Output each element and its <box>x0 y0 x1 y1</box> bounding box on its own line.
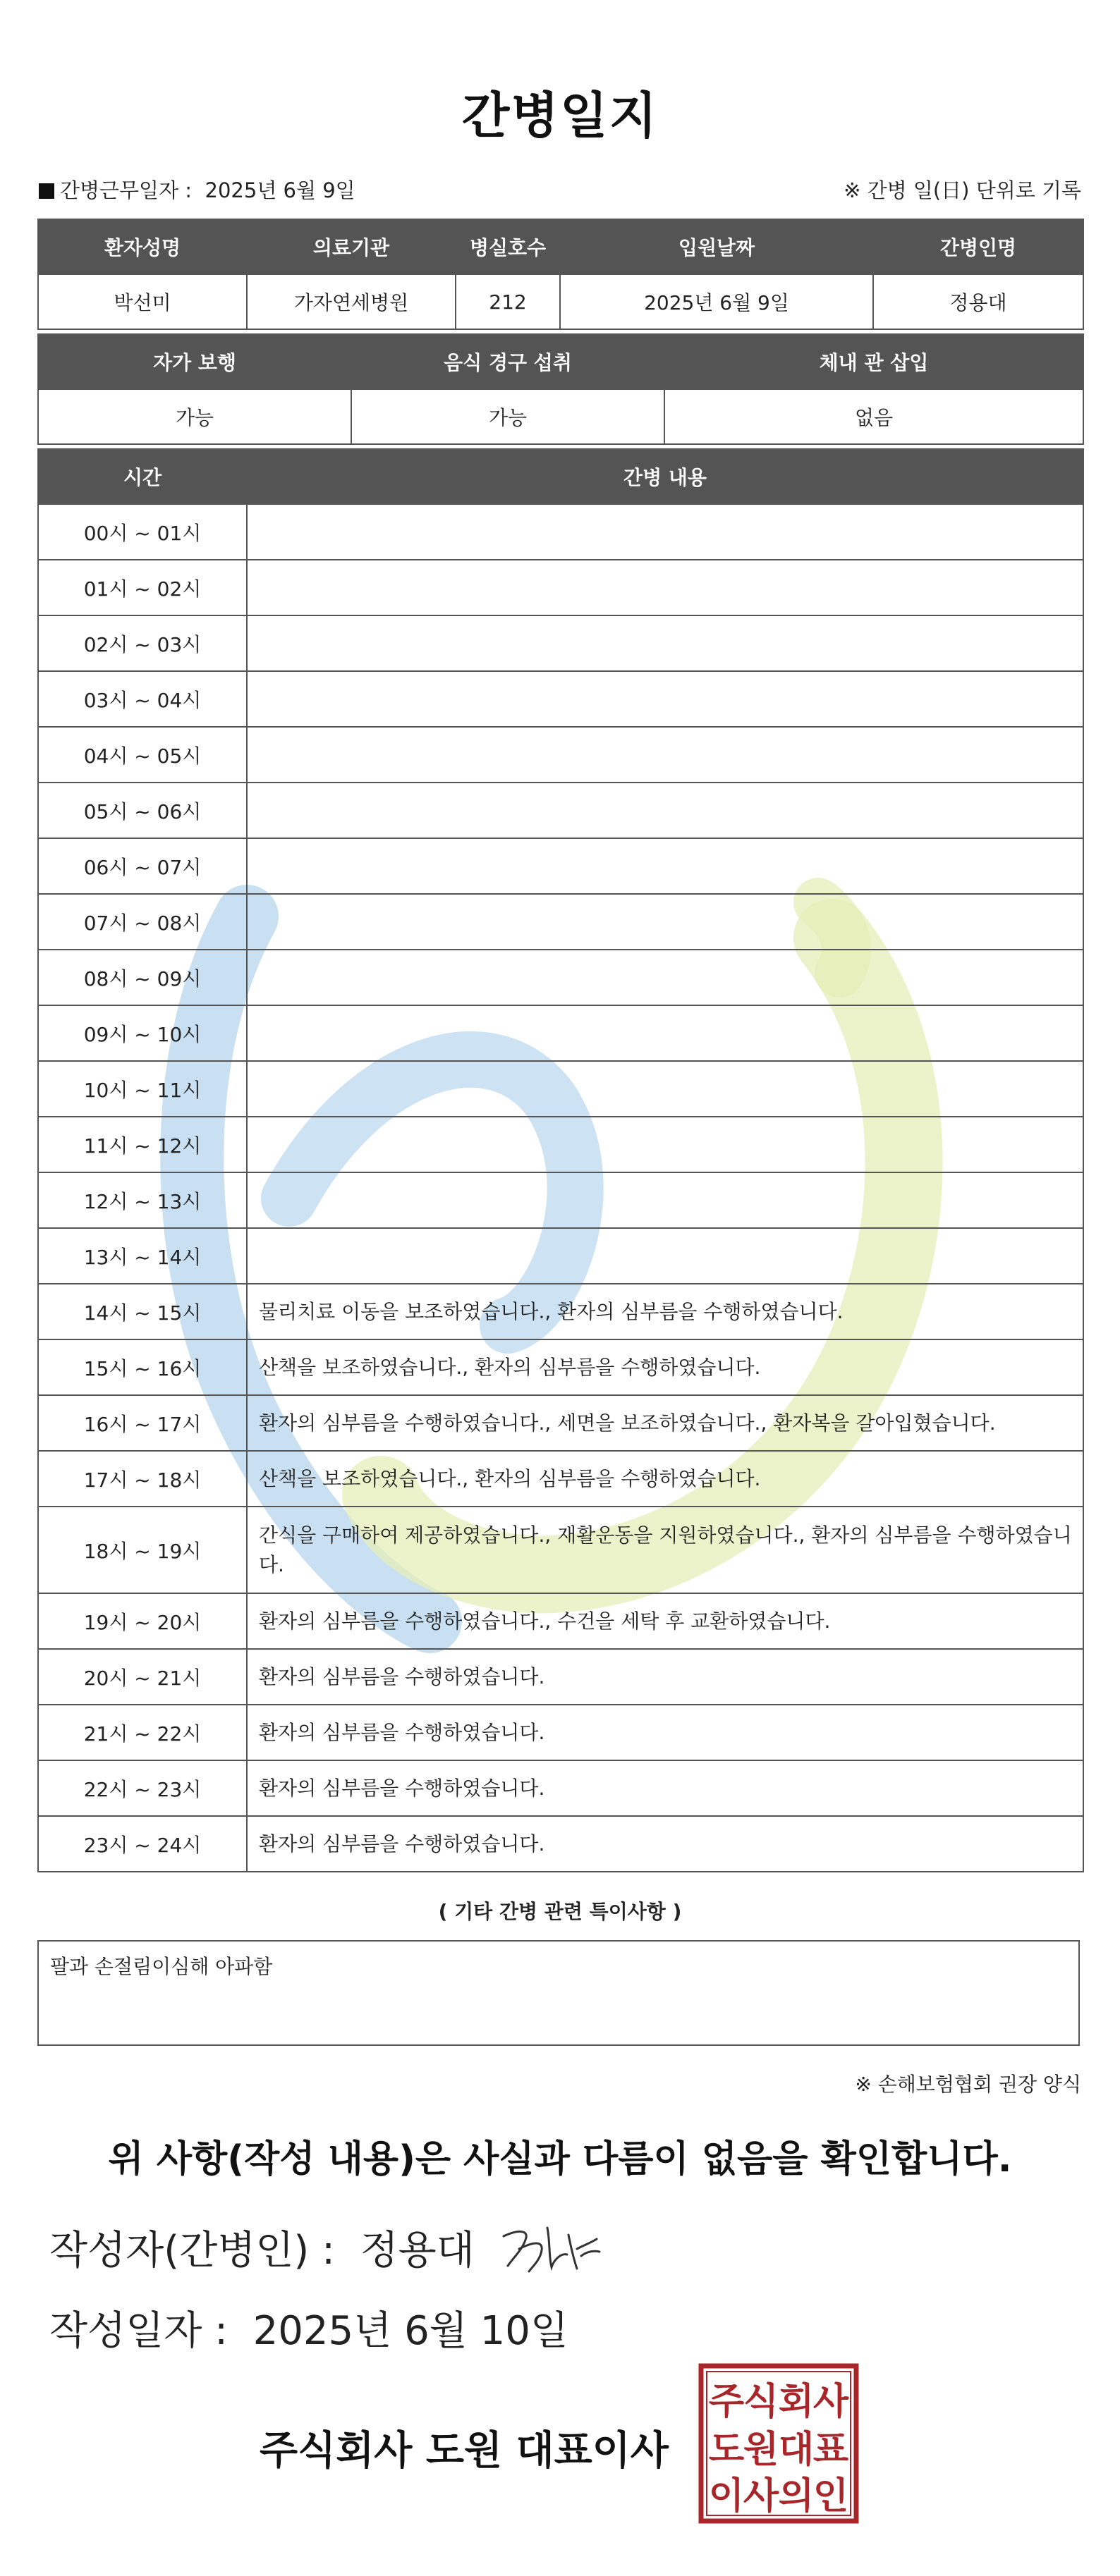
row-content <box>247 671 1083 727</box>
record-unit-note: ※ 간병 일(日) 단위로 기록 <box>844 178 1081 202</box>
table-row <box>38 1005 1083 1061</box>
row-time: 04시 ~ 05시 <box>38 727 247 783</box>
confirmation-statement: 위 사항(작성 내용)은 사실과 다름이 없음을 확인합니다. <box>108 2138 1012 2181</box>
row-content: 환자의 심부름을 수행하였습니다., 세면을 보조하였습니다., 환자복을 갈아입혔습니다. <box>247 1395 1083 1451</box>
writer-label: 작성자(간병인) : <box>49 2228 335 2274</box>
signature <box>498 2221 604 2277</box>
table-row <box>38 504 1083 560</box>
written-date-line <box>49 2300 568 2356</box>
table-row <box>38 615 1083 671</box>
row-content: 산책을 보조하였습니다., 환자의 심부름을 수행하였습니다. <box>247 1451 1083 1507</box>
row-time: 10시 ~ 11시 <box>38 1061 247 1117</box>
table-row <box>38 1339 1083 1395</box>
row-time: 20시 ~ 21시 <box>38 1649 247 1705</box>
row-content: 물리치료 이동을 보조하였습니다., 환자의 심부름을 수행하였습니다. <box>247 1284 1083 1339</box>
row-time: 23시 ~ 24시 <box>38 1816 247 1872</box>
row-content <box>247 504 1083 560</box>
admission-date: 2025년 6월 9일 <box>560 274 873 329</box>
row-time: 21시 ~ 22시 <box>38 1705 247 1760</box>
special-notes-box: 팔과 손절림이심해 아파함 <box>37 1940 1080 2046</box>
row-time: 09시 ~ 10시 <box>38 1005 247 1061</box>
header-care-content: 간병 내용 <box>247 449 1083 504</box>
room-number: 212 <box>456 274 560 329</box>
work-date-row <box>39 175 1081 209</box>
header-admission-date: 입원날짜 <box>560 219 873 274</box>
svg-text:회: 회 <box>778 2381 815 2423</box>
table-row <box>38 1649 1083 1705</box>
svg-text:이: 이 <box>708 2475 745 2517</box>
table-row <box>38 1061 1083 1117</box>
svg-text:표: 표 <box>812 2429 849 2471</box>
page-title: 간병일지 <box>461 87 659 145</box>
svg-text:사: 사 <box>812 2381 849 2423</box>
oral-intake-value: 가능 <box>351 389 664 444</box>
row-time: 00시 ~ 01시 <box>38 504 247 560</box>
table-row <box>38 1593 1083 1649</box>
row-time: 19시 ~ 20시 <box>38 1593 247 1649</box>
row-content: 간식을 구매하여 제공하였습니다., 재활운동을 지원하였습니다., 환자의 심부름을 수행하였습니다. <box>247 1507 1083 1593</box>
svg-text:도: 도 <box>708 2429 745 2471</box>
company-seal <box>698 2363 859 2524</box>
table-row <box>38 1228 1083 1284</box>
header-tube-insertion: 체내 관 삽입 <box>664 334 1083 389</box>
table-row <box>38 671 1083 727</box>
row-time: 13시 ~ 14시 <box>38 1228 247 1284</box>
row-content: 환자의 심부름을 수행하였습니다. <box>247 1649 1083 1705</box>
header-self-walking: 자가 보행 <box>38 334 351 389</box>
row-content <box>247 1172 1083 1228</box>
table-row <box>38 783 1083 838</box>
row-content: 환자의 심부름을 수행하였습니다. <box>247 1760 1083 1816</box>
table-row <box>38 1507 1083 1593</box>
header-room: 병실호수 <box>456 219 560 274</box>
svg-text:원: 원 <box>743 2429 779 2471</box>
table-row <box>38 1395 1083 1451</box>
header-time: 시간 <box>38 449 247 504</box>
special-notes-title: ( 기타 간병 관련 특이사항 ) <box>438 1900 682 1923</box>
table-row <box>38 1705 1083 1760</box>
work-date <box>39 175 355 204</box>
row-time: 03시 ~ 04시 <box>38 671 247 727</box>
writer-line <box>49 2219 475 2276</box>
table-row <box>38 1284 1083 1339</box>
row-time: 07시 ~ 08시 <box>38 894 247 950</box>
header-oral-intake: 음식 경구 섭취 <box>351 334 664 389</box>
self-walking-value: 가능 <box>38 389 351 444</box>
hospital-name: 가자연세병원 <box>247 274 456 329</box>
row-time: 02시 ~ 03시 <box>38 615 247 671</box>
table-row <box>38 894 1083 950</box>
row-time: 11시 ~ 12시 <box>38 1117 247 1172</box>
row-content: 환자의 심부름을 수행하였습니다. <box>247 1816 1083 1872</box>
row-time: 12시 ~ 13시 <box>38 1172 247 1228</box>
patient-name: 박선미 <box>38 274 247 329</box>
table-row <box>38 1117 1083 1172</box>
table-row <box>38 1760 1083 1816</box>
row-content <box>247 615 1083 671</box>
svg-text:대: 대 <box>778 2429 815 2471</box>
recommendation-note: ※ 손해보험협회 권장 양식 <box>855 2073 1081 2096</box>
row-time: 14시 ~ 15시 <box>38 1284 247 1339</box>
row-time: 05시 ~ 06시 <box>38 783 247 838</box>
row-content <box>247 1005 1083 1061</box>
row-time: 06시 ~ 07시 <box>38 838 247 894</box>
caregiver-name: 정용대 <box>873 274 1083 329</box>
row-content: 환자의 심부름을 수행하였습니다., 수건을 세탁 후 교환하였습니다. <box>247 1593 1083 1649</box>
written-date-label: 작성일자 : <box>49 2308 229 2354</box>
svg-text:식: 식 <box>743 2381 779 2423</box>
row-time: 15시 ~ 16시 <box>38 1339 247 1395</box>
row-time: 01시 ~ 02시 <box>38 560 247 615</box>
row-time: 17시 ~ 18시 <box>38 1451 247 1507</box>
table-row <box>38 560 1083 615</box>
table-row <box>38 727 1083 783</box>
row-content <box>247 838 1083 894</box>
row-content <box>247 1117 1083 1172</box>
row-content <box>247 783 1083 838</box>
row-content <box>247 1228 1083 1284</box>
row-time: 18시 ~ 19시 <box>38 1507 247 1593</box>
row-content: 산책을 보조하였습니다., 환자의 심부름을 수행하였습니다. <box>247 1339 1083 1395</box>
svg-text:인: 인 <box>812 2475 849 2517</box>
table-row <box>38 838 1083 894</box>
work-date-value: 2025년 6월 9일 <box>205 178 355 202</box>
header-caregiver: 간병인명 <box>873 219 1083 274</box>
row-content <box>247 560 1083 615</box>
header-patient-name: 환자성명 <box>38 219 247 274</box>
table-row <box>38 950 1083 1005</box>
table-row <box>38 1451 1083 1507</box>
table-row <box>38 1816 1083 1872</box>
row-content <box>247 894 1083 950</box>
row-content <box>247 727 1083 783</box>
row-time: 16시 ~ 17시 <box>38 1395 247 1451</box>
square-bullet-icon <box>39 183 54 199</box>
svg-text:사: 사 <box>743 2475 779 2517</box>
row-time: 22시 ~ 23시 <box>38 1760 247 1816</box>
work-date-label: 간병근무일자 : <box>60 178 193 202</box>
svg-text:주: 주 <box>708 2381 745 2423</box>
table-row <box>38 1172 1083 1228</box>
care-log-table <box>37 448 1084 1872</box>
writer-name: 정용대 <box>360 2228 475 2274</box>
company-name: 주식회사 도원 대표이사 <box>260 2428 669 2474</box>
row-content <box>247 950 1083 1005</box>
row-content <box>247 1061 1083 1117</box>
header-hospital: 의료기관 <box>247 219 456 274</box>
row-time: 08시 ~ 09시 <box>38 950 247 1005</box>
written-date-value: 2025년 6월 10일 <box>252 2308 568 2354</box>
tube-insertion-value: 없음 <box>664 389 1083 444</box>
patient-info-table <box>37 219 1084 330</box>
svg-text:의: 의 <box>778 2475 815 2517</box>
row-content: 환자의 심부름을 수행하였습니다. <box>247 1705 1083 1760</box>
ability-table <box>37 333 1084 445</box>
